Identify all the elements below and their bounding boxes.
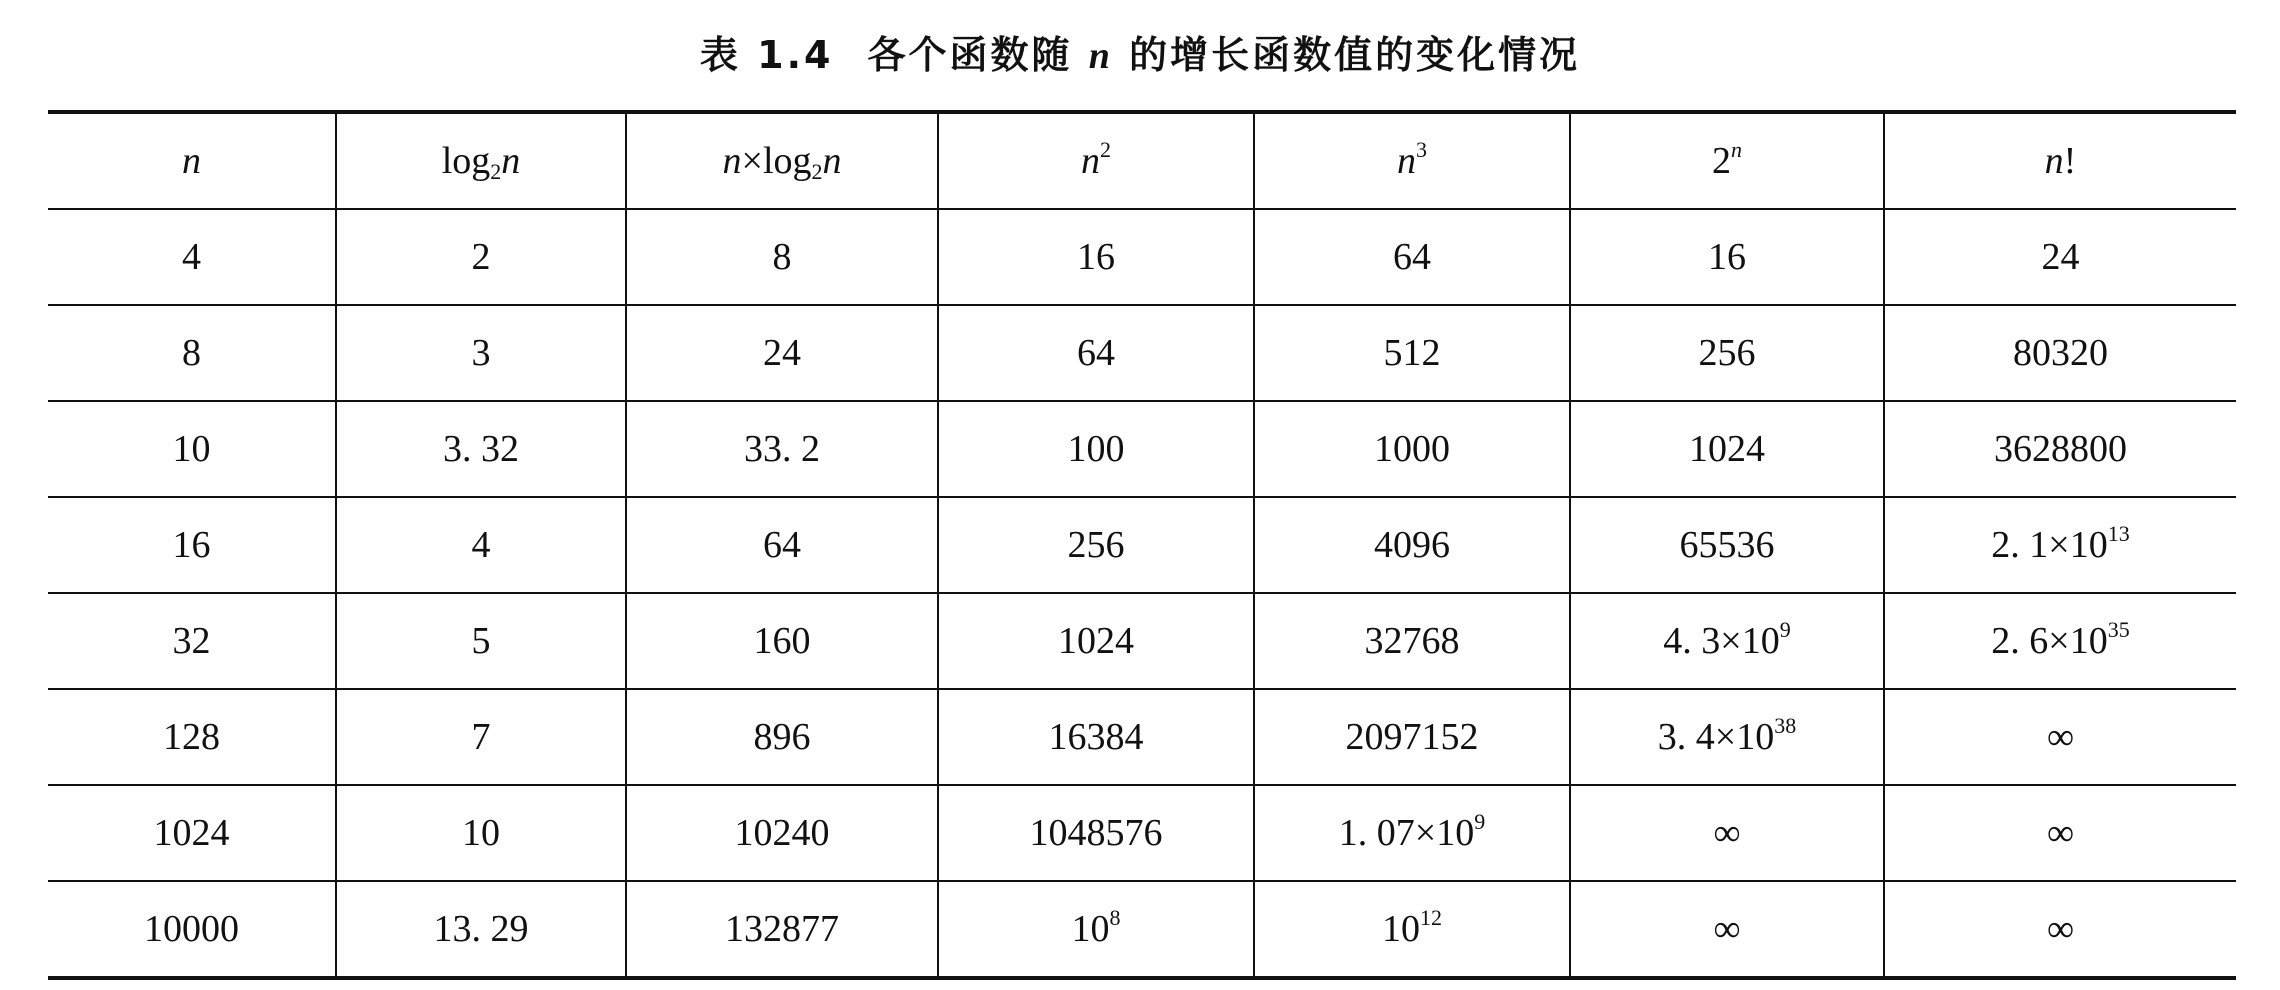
header-2n-base: 2 [1712, 140, 1731, 182]
table-cell [938, 785, 1254, 881]
table-cell [1570, 881, 1884, 978]
header-cell-nlog2n [626, 112, 938, 209]
cell-exponent: 9 [1474, 809, 1486, 834]
cell-value: 2097152 [1345, 716, 1479, 758]
table-cell [336, 689, 626, 785]
header-log-text: log [441, 140, 491, 182]
table-cell [1570, 593, 1884, 689]
cell-exponent: 9 [1779, 617, 1791, 642]
cell-value: 13. 29 [433, 908, 529, 950]
table-cell [48, 305, 336, 401]
cell-exponent: 13 [2107, 521, 2130, 546]
table-cell [1254, 881, 1570, 978]
cell-value: 1000 [1374, 428, 1450, 470]
cell-value: 10 [172, 428, 211, 470]
cell-value: 1024 [153, 812, 230, 854]
caption-variable: n [1088, 35, 1113, 77]
table-cell [626, 209, 938, 305]
header-log-sub: 2 [490, 159, 502, 184]
table-caption [0, 30, 2280, 81]
cell-exponent: 12 [1420, 905, 1442, 930]
cell-value: 1024 [1058, 620, 1134, 662]
header-cell-log2n [336, 112, 626, 209]
cell-exponent: 35 [2107, 617, 2130, 642]
table-cell [626, 497, 938, 593]
cell-value: ∞ [1713, 812, 1741, 854]
cell-value: 512 [1383, 332, 1441, 374]
table-cell [1884, 689, 2236, 785]
cell-value: 5 [471, 620, 491, 662]
table-cell [1570, 497, 1884, 593]
cell-value: 128 [163, 716, 220, 758]
cell-value: 8 [772, 236, 792, 278]
table-cell [48, 689, 336, 785]
table-cell [1570, 209, 1884, 305]
header-cell-n2 [938, 112, 1254, 209]
growth-table [48, 110, 2236, 980]
header-nlog-var2: n [822, 140, 842, 182]
cell-value: 8 [182, 332, 201, 374]
table-cell [626, 593, 938, 689]
header-log-var: n [501, 140, 521, 182]
cell-value: 2. 1×10 [1991, 524, 2108, 566]
table-cell [336, 401, 626, 497]
header-2n-sup: n [1731, 137, 1742, 162]
table-cell [938, 689, 1254, 785]
table-cell [1254, 401, 1570, 497]
cell-value: 24 [763, 332, 801, 374]
cell-value: 2. 6×10 [1991, 620, 2108, 662]
table-cell [626, 881, 938, 978]
table-cell [1254, 209, 1570, 305]
table-cell [1884, 785, 2236, 881]
table-cell [336, 497, 626, 593]
table-cell [938, 401, 1254, 497]
cell-value: 7 [471, 716, 491, 758]
cell-value: 132877 [725, 908, 839, 950]
cell-value: 100 [1067, 428, 1125, 470]
cell-value: 3628800 [1994, 428, 2127, 470]
cell-value: 4096 [1374, 524, 1450, 566]
cell-exponent: 8 [1109, 905, 1121, 930]
cell-value: 256 [1698, 332, 1756, 374]
table-cell [1254, 305, 1570, 401]
cell-value: 1048576 [1029, 812, 1163, 854]
cell-value: 80320 [2013, 332, 2108, 374]
cell-value: 10240 [734, 812, 830, 854]
table-cell [336, 209, 626, 305]
cell-value: ∞ [1713, 908, 1741, 950]
cell-value: 4 [471, 524, 491, 566]
table-cell [48, 881, 336, 978]
header-n2-var: n [1081, 140, 1100, 182]
header-cell-n3 [1254, 112, 1570, 209]
table-cell [1570, 689, 1884, 785]
table-cell [938, 881, 1254, 978]
cell-value: 256 [1067, 524, 1125, 566]
header-cell-2n [1570, 112, 1884, 209]
table-cell [1884, 401, 2236, 497]
header-n3-var: n [1397, 140, 1416, 182]
table-row [48, 785, 2236, 881]
table-row [48, 401, 2236, 497]
cell-value: 16 [1077, 236, 1115, 278]
table-row [48, 497, 2236, 593]
header-row [48, 112, 2236, 209]
cell-value: 10 [1382, 908, 1420, 950]
table-cell [1254, 497, 1570, 593]
cell-value: 3 [471, 332, 491, 374]
cell-value: 16384 [1048, 716, 1144, 758]
table-cell [938, 497, 1254, 593]
table-cell [1254, 689, 1570, 785]
header-nlog-var1: n [722, 140, 742, 182]
header-cell-factorial [1884, 112, 2236, 209]
cell-value: 32768 [1364, 620, 1460, 662]
table-cell [48, 401, 336, 497]
table-cell [48, 497, 336, 593]
table-cell [48, 785, 336, 881]
caption-text-after: 的增长函数值的变化情况 [1129, 33, 1581, 77]
cell-value: ∞ [2046, 908, 2075, 950]
header-fact-suffix: ! [2063, 140, 2077, 182]
table-cell [626, 785, 938, 881]
table-cell [1254, 785, 1570, 881]
cell-value: 65536 [1679, 524, 1775, 566]
table-cell [336, 593, 626, 689]
cell-value: 16 [1708, 236, 1746, 278]
cell-exponent: 38 [1774, 713, 1797, 738]
table-cell [938, 593, 1254, 689]
cell-value: 1024 [1689, 428, 1765, 470]
cell-value: ∞ [2046, 716, 2075, 758]
table-cell [336, 305, 626, 401]
cell-value: 4 [182, 236, 201, 278]
table-cell [938, 209, 1254, 305]
table-cell [336, 785, 626, 881]
cell-value: 16 [172, 524, 211, 566]
table-cell [1570, 401, 1884, 497]
header-cell-n [48, 112, 336, 209]
caption-text-before: 各个函数随 [867, 33, 1073, 77]
cell-value: 64 [1077, 332, 1115, 374]
cell-value: 33. 2 [744, 428, 820, 470]
table-cell [1884, 497, 2236, 593]
table-cell [1884, 209, 2236, 305]
table-cell [1884, 881, 2236, 978]
cell-value: 64 [763, 524, 801, 566]
table-cell [938, 305, 1254, 401]
cell-value: 4. 3×10 [1663, 620, 1780, 662]
cell-value: 1. 07×10 [1338, 812, 1475, 854]
cell-value: 10 [462, 812, 500, 854]
cell-value: 3. 32 [443, 428, 519, 470]
table-cell [626, 401, 938, 497]
cell-value: 64 [1393, 236, 1431, 278]
table-cell [1884, 593, 2236, 689]
header-fact-var: n [2044, 140, 2064, 182]
header-n2-sup: 2 [1100, 137, 1111, 162]
table-cell [626, 689, 938, 785]
header-nlog-text: log [762, 140, 812, 182]
table-row [48, 881, 2236, 978]
table-cell [1570, 785, 1884, 881]
header-nlog-sub: 2 [811, 159, 823, 184]
cell-value: 3. 4×10 [1657, 716, 1775, 758]
table-cell [48, 593, 336, 689]
table-cell [1884, 305, 2236, 401]
cell-value: 24 [2041, 236, 2080, 278]
cell-value: 160 [753, 620, 811, 662]
table-row [48, 305, 2236, 401]
table-cell [48, 209, 336, 305]
caption-label: 表 1.4 [699, 33, 834, 77]
cell-value: 896 [753, 716, 811, 758]
table-row [48, 593, 2236, 689]
header-n-var: n [182, 140, 201, 182]
table-row [48, 209, 2236, 305]
table-cell [336, 881, 626, 978]
table-cell [626, 305, 938, 401]
table-cell [1254, 593, 1570, 689]
table-row [48, 689, 2236, 785]
cell-value: 2 [471, 236, 491, 278]
header-nlog-times: × [741, 140, 763, 182]
cell-value: 10 [1071, 908, 1110, 950]
cell-value: 32 [172, 620, 211, 662]
table-cell [1570, 305, 1884, 401]
cell-value: 10000 [144, 908, 239, 950]
header-n3-sup: 3 [1416, 137, 1427, 162]
cell-value: ∞ [2046, 812, 2075, 854]
